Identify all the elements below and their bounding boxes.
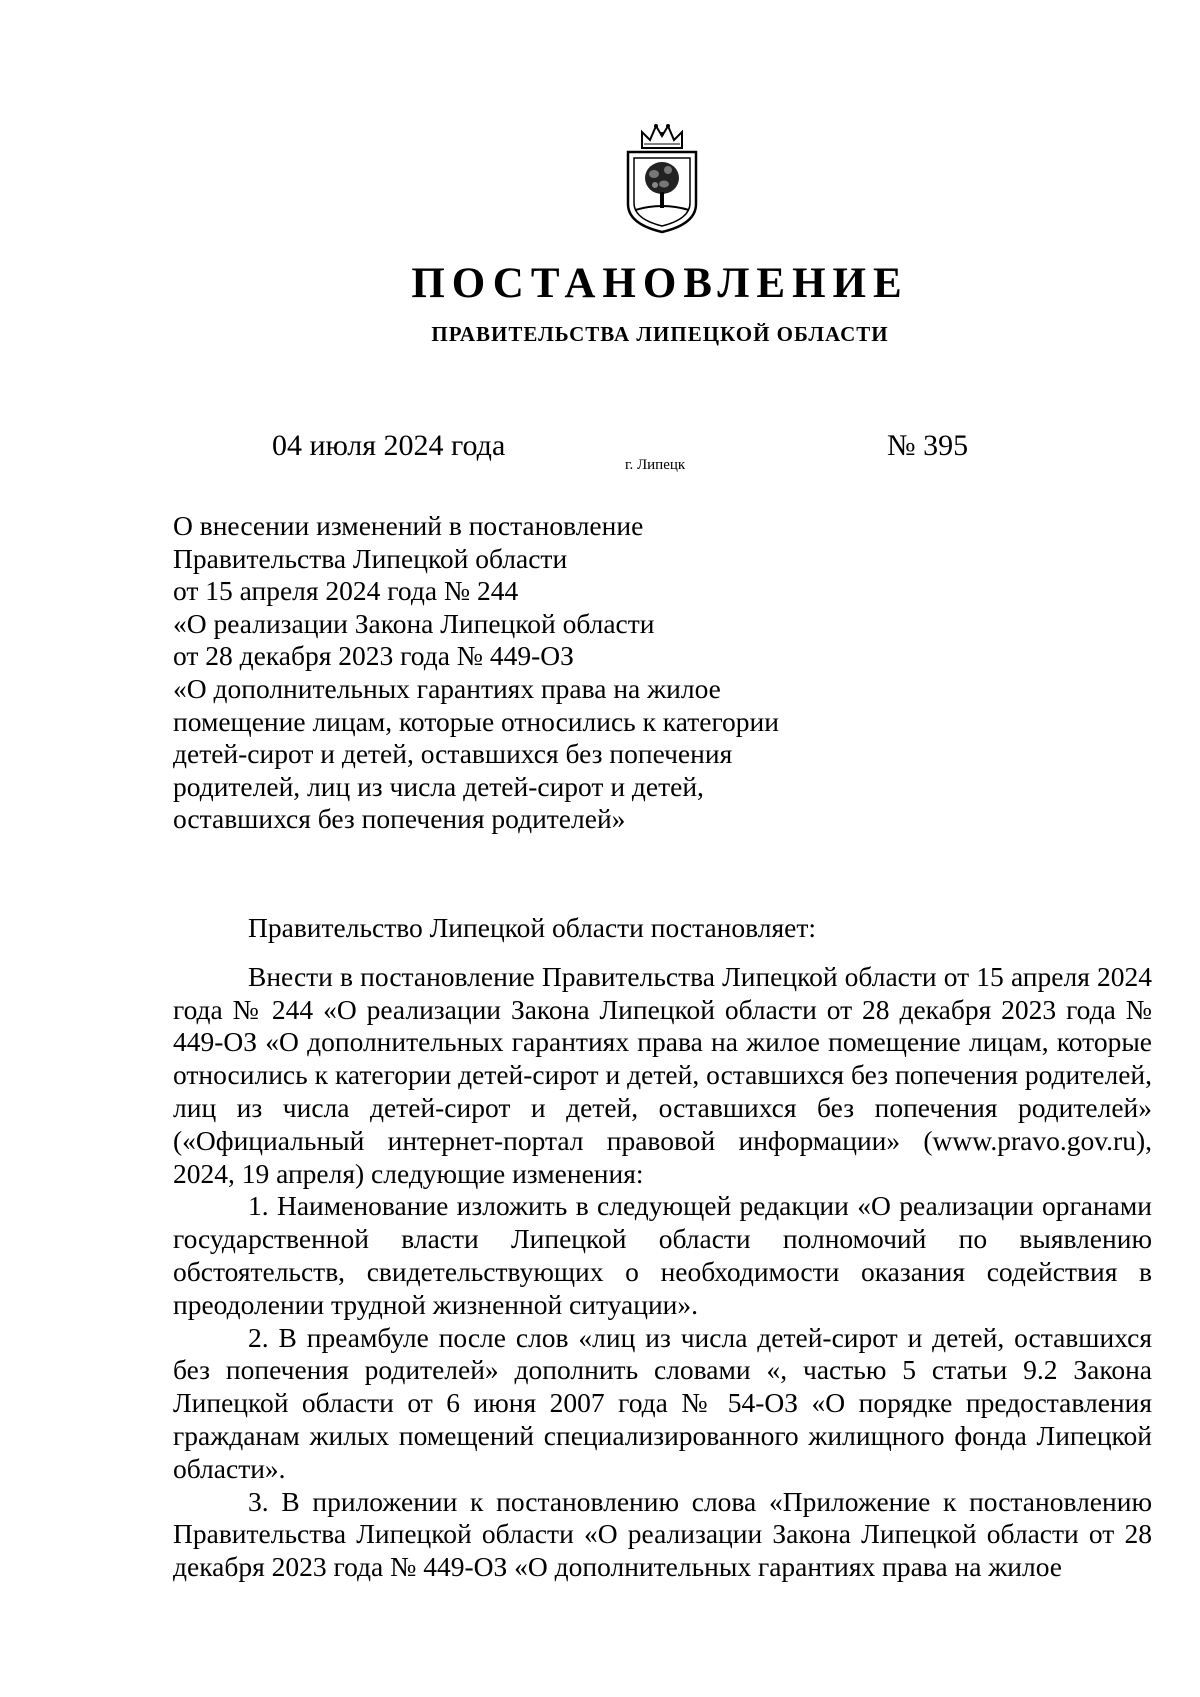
coat-of-arms-icon (620, 118, 704, 236)
heading-line: «О реализации Закона Липецкой области (173, 607, 655, 639)
heading-line: «О дополнительных гарантиях права на жилое (173, 672, 721, 704)
document-city: г. Липецк (625, 457, 686, 473)
document-number: № 395 (887, 429, 969, 462)
heading-line: детей-сирот и детей, оставшихся без попечения (173, 738, 733, 770)
heading-line: от 15 апреля 2024 года № 244 (173, 575, 519, 607)
document-body (173, 912, 1152, 1584)
body-paragraph: 2. В преамбуле после слов «лиц из числа детей-сирот и детей, оставшихся без попечения родителей» дополнить словами «, частью 5 статьи 9.2 Закона Липецкой области от 6 июня 2007 года № 54-ОЗ «О порядке предоставления гражданам жилых помещений специализированного жилищного фонда Липецкой области». (173, 1321, 1152, 1484)
heading-line: помещение лицам, которые относились к категории (173, 705, 779, 737)
body-paragraph: 1. Наименование изложить в следующей редакции «О реализации органами государственной власти Липецкой области полномочий по выявлению обстоятельств, свидетельствующих о необходимости оказания содействия в преодолении трудной жизненной ситуации». (173, 1190, 1152, 1320)
document-subtitle: ПРАВИТЕЛЬСТВА ЛИПЕЦКОЙ ОБЛАСТИ (431, 322, 889, 346)
heading-line: Правительства Липецкой области (173, 542, 568, 574)
document-title: ПОСТАНОВЛЕНИЕ (411, 260, 909, 307)
body-paragraph: 3. В приложении к постановлению слова «Приложение к постановлению Правительства Липецкой области «О реализации Закона Липецкой области от 28 декабря 2023 года № 449-ОЗ «О дополнительных гарантиях права на жилое (173, 1485, 1152, 1583)
body-paragraph: Внести в постановление Правительства Липецкой области от 15 апреля 2024 года № 244 «О реализации Закона Липецкой области от 28 декабря 2023 года № 449-ОЗ «О дополнительных гарантиях права на жилое помещение лицам, которые относились к категории детей-сирот и детей, оставшихся без попечения родителей, лиц из числа детей-сирот и детей, оставшихся без попечения родителей» («Официальный интернет-портал правовой информации» (www.pravo.gov.ru), 2024, 19 апреля) следующие изменения: (173, 960, 1152, 1189)
heading-line: оставшихся без попечения родителей» (173, 803, 626, 835)
heading-line: О внесении изменений в постановление (173, 510, 644, 541)
heading-line: от 28 декабря 2023 года № 449-ОЗ (173, 640, 574, 672)
document-date: 04 июля 2024 года (272, 429, 506, 462)
document-heading (173, 510, 873, 836)
heading-line: родителей, лиц из числа детей-сирот и детей, (173, 770, 704, 802)
body-paragraph: Правительство Липецкой области постановляет: (248, 912, 817, 943)
